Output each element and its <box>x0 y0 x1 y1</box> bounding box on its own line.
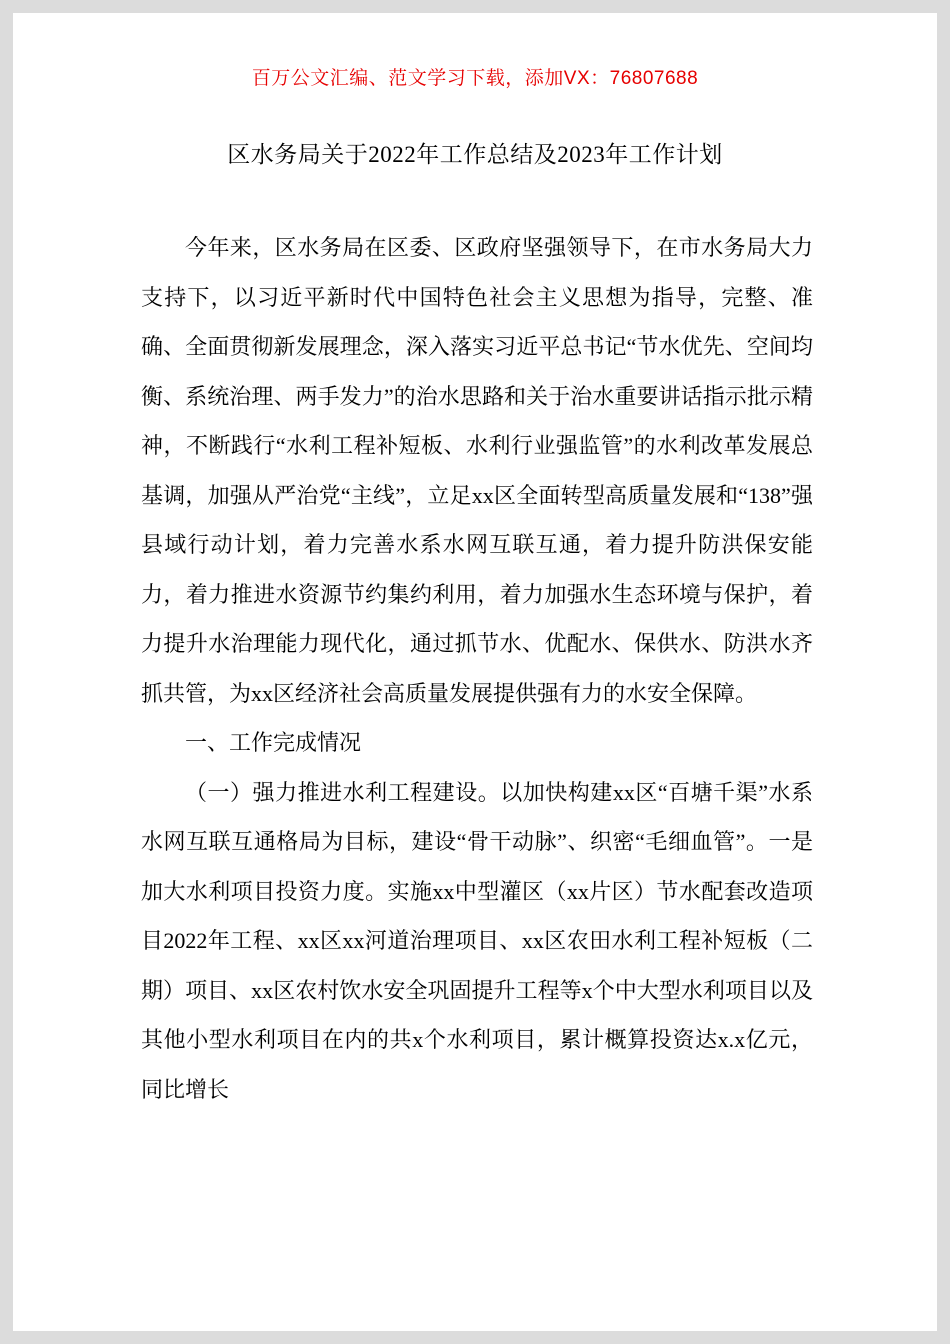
promo-notice: 百万公文汇编、范文学习下载，添加VX：76807688 <box>251 68 699 89</box>
document-body <box>141 223 813 1114</box>
document-title: 区水务局关于2022年工作总结及2023年工作计划 <box>227 142 723 167</box>
document-page <box>13 13 937 1331</box>
section-heading-work-completion: 一、工作完成情况 <box>185 730 362 755</box>
paragraph-section-one: （一）强力推进水利工程建设。以加快构建xx区“百塘千渠”水系水网互联互通格局为目标，建设“骨干动脉”、织密“毛细血管”。一是加大水利项目投资力度。实施xx中型灌区（xx片区）节水配套改造项目2022年工程、xx区xx河道治理项目、xx区农田水利工程补短板（二期）项目、xx区农村饮水安全巩固提升工程等x个中大型水利项目以及其他小型水利项目在内的共x个水利项目，累计概算投资达x.x亿元，同比增长 <box>141 779 813 1102</box>
paragraph-intro: 今年来，区水务局在区委、区政府坚强领导下，在市水务局大力支持下，以习近平新时代中国特色社会主义思想为指导，完整、准确、全面贯彻新发展理念，深入落实习近平总书记“节水优先、空间均衡、系统治理、两手发力”的治水思路和关于治水重要讲话指示批示精神，不断践行“水利工程补短板、水利行业强监管”的水利改革发展总基调，加强从严治党“主线”，立足xx区全面转型高质量发展和“138”强县域行动计划，着力完善水系水网互联互通，着力提升防洪保安能力，着力推进水资源节约集约利用，着力加强水生态环境与保护，着力提升水治理能力现代化，通过抓节水、优配水、保供水、防洪水齐抓共管，为xx区经济社会高质量发展提供强有力的水安全保障。 <box>141 235 813 706</box>
